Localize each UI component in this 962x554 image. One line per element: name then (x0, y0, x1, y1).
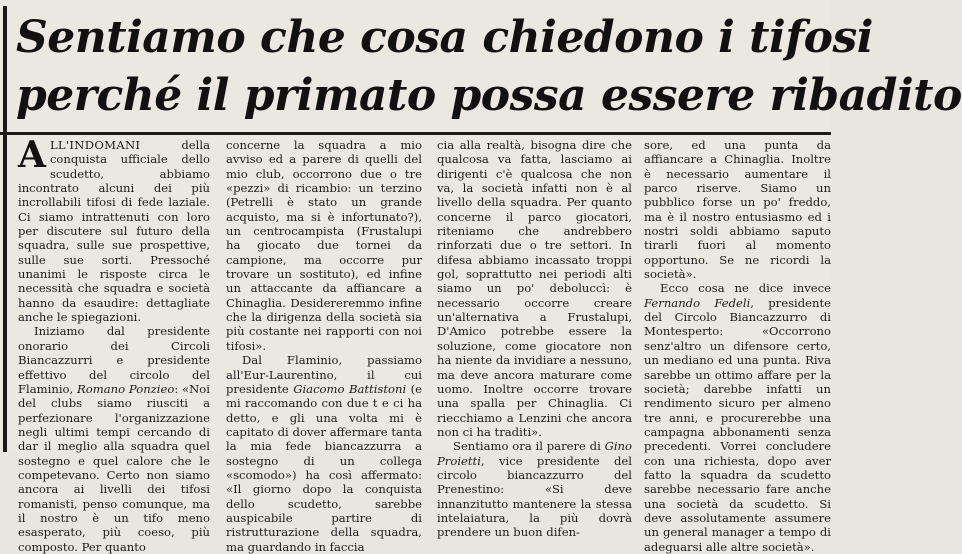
paragraph (18, 134, 210, 325)
paragraph: concerne la squadra a mio avviso ed a parere di quelli del mio club, occorrono due o tre «pezzi» di ricambio: un terzino (Petrelli è stato un grande acquisto, ma si è infortunato?), un centrocampista (Frustalupi ha giocato due tornei da campione, ma occorre pur trovare un sostituto), ed infine un attaccante da affiancare a Chinaglia. Desidereremmo infine che la dirigenza della società sia più costante nei rapporti con noi tifosi». (226, 138, 422, 353)
person-name: Gino Proietti (437, 439, 632, 468)
article-column-3 (437, 138, 632, 540)
person-name: Giacomo Battistoni (293, 381, 407, 396)
article-column-1 (18, 134, 210, 554)
person-name: Romano Ponzieo (77, 381, 175, 396)
drop-cap: A (18, 134, 46, 176)
article-column-4 (644, 138, 831, 554)
paragraph (226, 353, 422, 554)
person-name: Fernando Fedeli (644, 295, 751, 310)
paragraph-text: Dal Flaminio, passiamo all'Eur-Laurentino, il cui presidente (226, 353, 422, 396)
paragraph-text: , vice presidente del circolo biancazzurro del Prenestino: «Si deve innanzitutto mantenere la stessa intelaiatura, la più dovrà prendere un buon difen- (437, 453, 632, 540)
paragraph (437, 439, 632, 539)
lead-in: LL'INDOMANI (49, 138, 141, 152)
paragraph-text: : «Noi del clubs siamo riusciti a perfezionare l'organizzazione negli ultimi tempi cercando di dar il meglio alla squadra quel sostegno e quel calore che le competevano. Certo non siamo ancora ai livelli dei tifosi romanisti, penso comunque, ma il nostro è un tifo meno esasperato, più coeso, più composto. Per quanto (18, 381, 210, 554)
headline-line-1: Sentiamo che cosa chiedono i tifosi (16, 12, 873, 63)
paragraph (644, 281, 831, 554)
headline-line-2: perché il primato possa essere ribadito (16, 70, 962, 121)
paragraph-text: , presidente del Circolo Biancazzurro di Montesperto: «Occorrono senz'altro un difensore certo, un mediano ed una punta. Riva sarebbe un ottimo affare per la società; darebbe infatti un rendimento sicuro per almeno tre anni, e procurerebbe una campagna abbonamenti senza precedenti. Vorrei concludere con una richiesta, dopo aver fatto la squadra da scudetto sarebbe necessario fare anche una società da scudetto. Si deve assolutamente assumere un general manager a tempo di adeguarsi alle altre società». (644, 295, 831, 554)
paragraph-text: Ecco cosa ne dice invece (660, 281, 831, 296)
paragraph: cia alla realtà, bisogna dire che qualcosa va fatta, lasciamo ai dirigenti c'è qualcosa che non va, la società infatti non è al livello della squadra. Per quanto concerne il parco giocatori, riteniamo che andrebbero rinforzati due o tre settori. In difesa abbiamo incassato troppi gol, soprattutto nei periodi alti siamo un po' deboluccì: è necessario occorre creare un'alternativa a Frustalupi, D'Amico potrebbe essere la soluzione, come giocatore non ha niente da invidiare a nessuno, ma deve ancora maturare come uomo. Inoltre occorre trovare una spalla per Chinaglia. Ci riecchiamo a Lenzini che ancora non ci ha traditi». (437, 138, 632, 439)
headline-block (0, 0, 962, 135)
paragraph: sore, ed una punta da affiancare a Chinaglia. Inoltre è necessario aumentare il parco riserve. Siamo un pubblico forse un po' freddo, ma è il nostro entusiasmo ed i nostri soldi abbiamo saputo tirarli fuori al momento opportuno. Se ne ricordi la società». (644, 138, 831, 282)
paragraph-text: della conquista ufficiale dello scudetto, abbiamo incontrato alcuni dei più incrollabili tifosi di fede laziale. Ci siamo intrattenuti con loro per discutere sul futuro della squadra, sulle sue prospettive, sulle sue sorti. Pressoché unanimi le risposte circa le necessità che squadra e società hanno da esaudire: dettagliate anche le spiegazioni. (18, 138, 210, 325)
paragraph-text: Sentiamo ora il parere di (453, 439, 605, 454)
paragraph (18, 324, 210, 554)
paragraph-text: Iniziamo dal presidente onorario dei Circoli Biancazzurri e presidente effettivo del circolo del Flaminio, (18, 324, 210, 396)
article-column-2 (226, 138, 422, 554)
paragraph-text: (e mi raccomando con due t e ci ha detto, e gli una volta mi è capitato di dover affermare tanta la mia fede biancazzurra a sostegno di un collega «scomodo») ha così affermato: «Il giorno dopo la conquista dello scudetto, sarebbe auspicabile partire di ristrutturazione della squadra, ma guardando in faccia (226, 381, 422, 554)
article-body (12, 134, 831, 554)
